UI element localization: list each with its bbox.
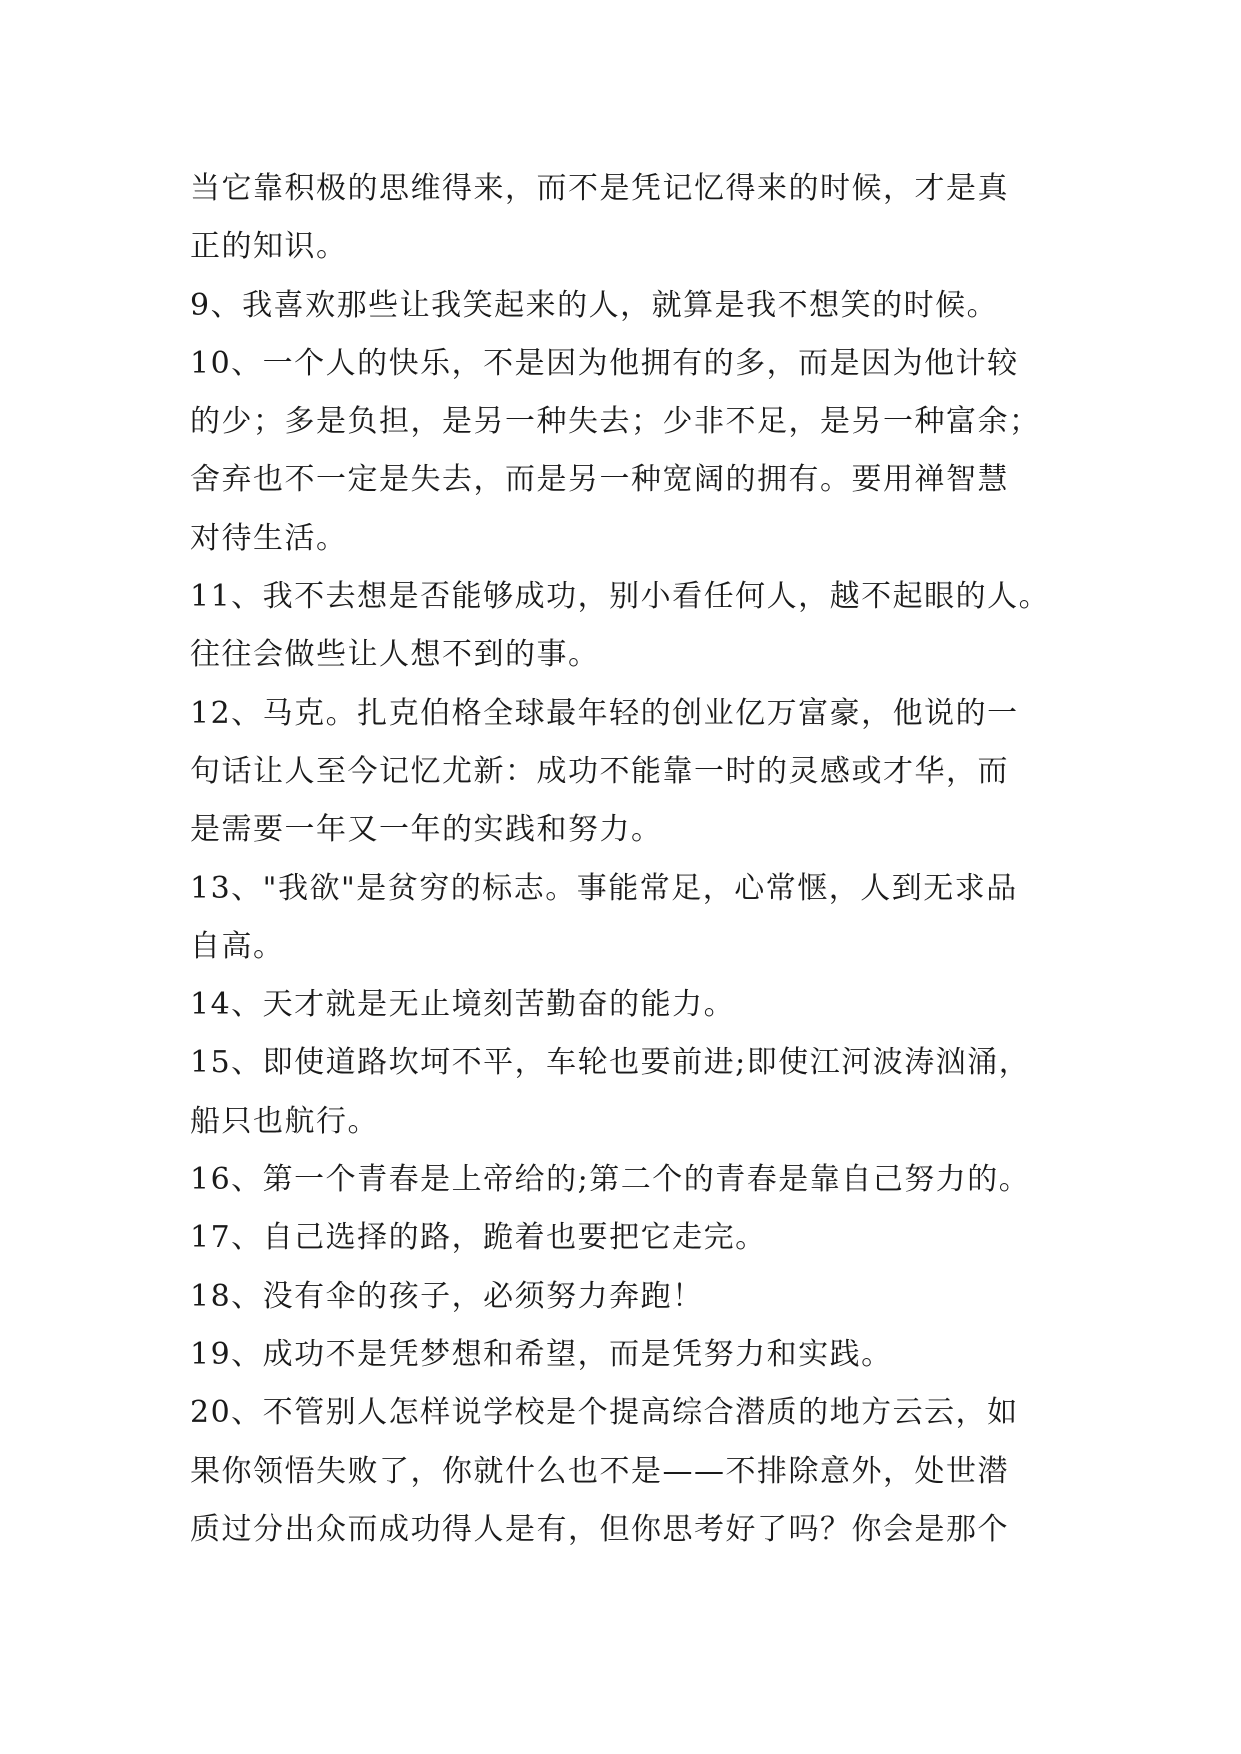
text-line: 12、马克。扎克伯格全球最年轻的创业亿万富豪，他说的一 [190, 695, 1019, 731]
text-line: 对待生活。 [190, 520, 348, 556]
text-line: 质过分出众而成功得人是有，但你思考好了吗？你会是那个 [190, 1511, 1009, 1547]
text-line: 的少；多是负担，是另一种失去；少非不足，是另一种富余； [190, 404, 1041, 440]
text-line: 18、没有伞的孩子，必须努力奔跑！ [190, 1278, 704, 1314]
text-line: 果你领悟失败了，你就什么也不是——不排除意外，处世潜 [190, 1453, 1009, 1489]
text-line: 正的知识。 [190, 229, 348, 265]
text-line: 11、我不去想是否能够成功，别小看任何人，越不起眼的人。 [190, 579, 1051, 615]
text-line: 句话让人至今记忆尤新：成功不能靠一时的灵感或才华，而 [190, 753, 1009, 789]
document-body [190, 160, 1060, 1559]
text-line: 9、我喜欢那些让我笑起来的人，就算是我不想笑的时候。 [190, 287, 999, 323]
text-line: 14、天才就是无止境刻苦勤奋的能力。 [190, 987, 736, 1023]
text-line: 舍弃也不一定是失去，而是另一种宽阔的拥有。要用禅智慧 [190, 462, 1009, 498]
text-line: 17、自己选择的路，跪着也要把它走完。 [190, 1220, 767, 1256]
text-line: 往往会做些让人想不到的事。 [190, 637, 600, 673]
text-line: 20、不管别人怎样说学校是个提高综合潜质的地方云云，如 [190, 1395, 1019, 1431]
text-line: 13、"我欲"是贫穷的标志。事能常足，心常惬，人到无求品 [190, 870, 1018, 906]
text-line: 船只也航行。 [190, 1103, 379, 1139]
text-line: 16、第一个青春是上帝给的;第二个的青春是靠自己努力的。 [190, 1162, 1031, 1198]
text-line: 自高。 [190, 928, 285, 964]
text-line: 是需要一年又一年的实践和努力。 [190, 812, 663, 848]
text-line: 10、一个人的快乐，不是因为他拥有的多，而是因为他计较 [190, 345, 1019, 381]
text-line: 15、即使道路坎坷不平，车轮也要前进;即使江河波涛汹涌， [190, 1045, 1031, 1081]
text-line: 当它靠积极的思维得来，而不是凭记忆得来的时候，才是真 [190, 171, 1009, 206]
text-line: 19、成功不是凭梦想和希望，而是凭努力和实践。 [190, 1336, 893, 1372]
